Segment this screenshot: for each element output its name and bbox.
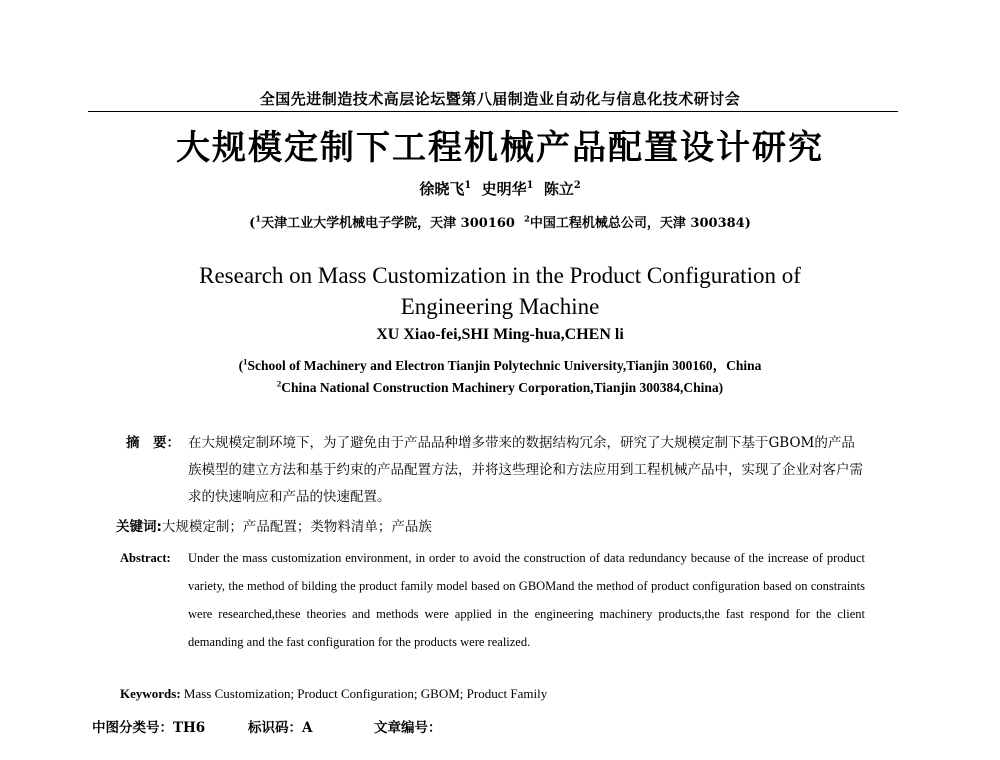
affiliation-1: 天津工业大学机械电子学院，天津 300160 (261, 216, 515, 231)
affil-mark: 1 (243, 356, 248, 367)
keywords-chinese-label: 关键词: (116, 519, 162, 535)
title-english-line: Engineering Machine (400, 294, 600, 319)
title-chinese: 大规模定制下工程机械产品配置设计研究 (176, 128, 824, 168)
abstract-english-text: Under the mass customization environment, in order to avoid the construction of data redundancy because of the increase of product variety, the method of bilding the product family model based on GBOMand the method of product configuration based on constraints were researched,these theories and methods were applied in the engineering machinery products,the fast respond for the client demanding and the fast configuration for the products were realized. (188, 551, 865, 649)
conference-header: 全国先进制造技术高层论坛暨第八届制造业自动化与信息化技术研讨会 (259, 90, 741, 108)
keywords-chinese (116, 515, 876, 535)
authors-english: XU Xiao-fei,SHI Ming-hua,CHEN li (376, 326, 624, 343)
header-rule (88, 111, 898, 112)
affil-open-paren: ( (238, 358, 244, 373)
abstract-english (120, 544, 865, 656)
clc-number: 中图分类号：TH6 (92, 720, 206, 736)
affiliation-2-text: China National Construction Machinery Corporation,Tianjin 300384,China) (281, 380, 724, 395)
abstract-chinese-text: 在大规模定制环境下，为了避免由于产品品种增多带来的数据结构冗余，研究了大规模定制下基于GBOM的产品族模型的建立方法和基于约束的产品配置方法，并将这些理论和方法应用到工程机械产品中，实现了企业对客户需求的快速响应和产品的快速配置。 (188, 435, 863, 505)
abstract-chinese (126, 430, 866, 511)
affiliation-english-1 (120, 354, 880, 374)
authors-chinese (200, 178, 800, 199)
keywords-english (120, 686, 880, 702)
affiliation-chinese (140, 212, 860, 231)
abstract-english-label: Abstract: (120, 551, 171, 565)
author-name: 陈立 (543, 180, 574, 198)
title-english (120, 260, 880, 322)
title-english-line: Research on Mass Customization in the Product Configuration of (199, 263, 801, 288)
author-name: 徐晓飞 (419, 180, 465, 198)
classification-line (92, 716, 852, 736)
keywords-english-text: Mass Customization; Product Configuration; GBOM; Product Family (183, 686, 548, 701)
document-code: 标识码：A (248, 720, 313, 736)
affil-mark: 2 (276, 378, 282, 389)
author-affil-mark: 1 (464, 180, 472, 191)
affil-mark: 1 (255, 213, 262, 224)
article-number: 文章编号： (374, 720, 442, 736)
affil-mark: 2 (524, 213, 530, 224)
keywords-chinese-text: 大规模定制；产品配置；类物料清单；产品族 (161, 519, 432, 535)
author-name: 史明华 (481, 180, 527, 198)
abstract-chinese-label: 摘 要： (126, 435, 180, 451)
author-affil-mark: 2 (573, 180, 581, 191)
affiliation-2: 中国工程机械总公司，天津 300384) (529, 216, 751, 231)
affiliation-english-2 (120, 380, 880, 396)
author-affil-mark: 1 (526, 180, 534, 191)
keywords-english-label: Keywords: (120, 686, 181, 701)
affil-open-paren: ( (249, 216, 256, 231)
affiliation-1-text: School of Machinery and Electron Tianjin Polytechnic University,Tianjin 300160，China (247, 358, 762, 373)
